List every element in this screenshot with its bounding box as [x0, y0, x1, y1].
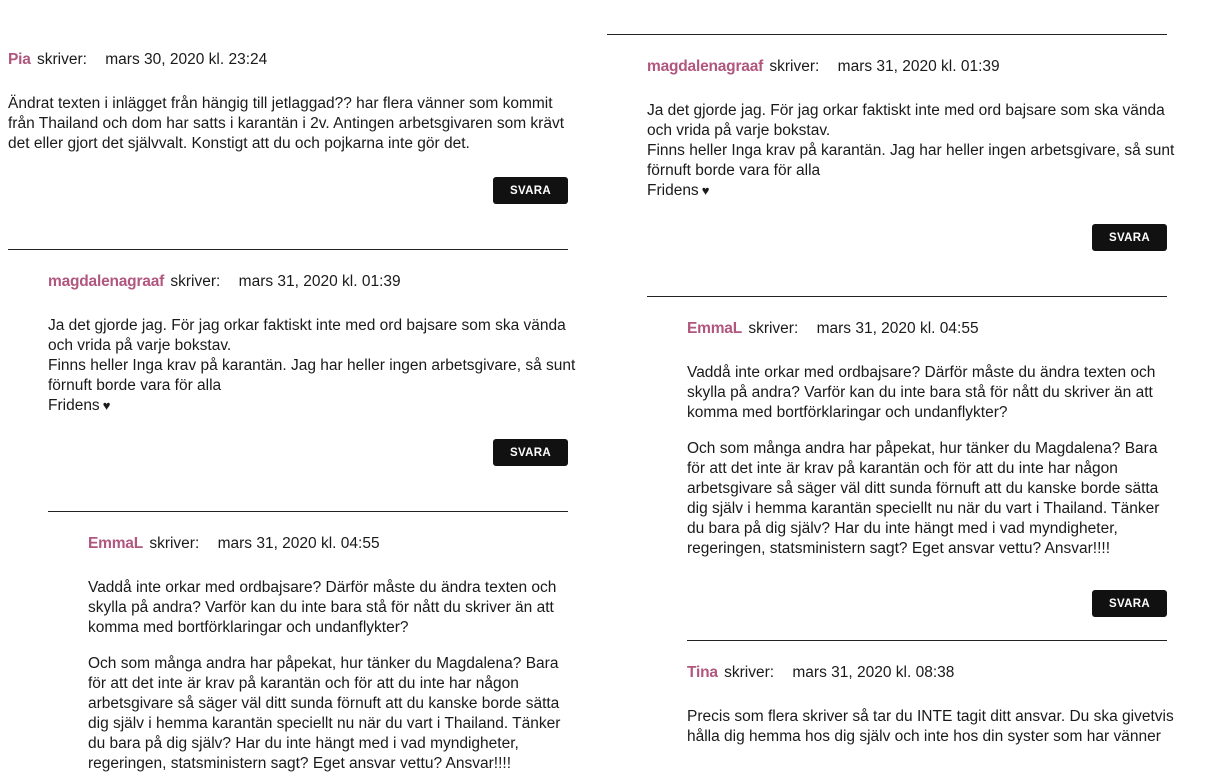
comment-line-text: Fridens: [647, 182, 699, 199]
comment-line: för att det inte är krav på karantän och för att du inte har någon: [88, 675, 519, 692]
comment-line: och vrida på varje bokstav.: [48, 337, 232, 354]
comment-divider: [8, 249, 568, 250]
comment-meta: [687, 663, 1167, 683]
comment-body: [88, 578, 568, 774]
comment-paragraph: [88, 654, 568, 774]
comment-line: komma med bortförklaringar och undanflykter?: [88, 619, 409, 636]
reply-button[interactable]: SVARA: [493, 177, 568, 204]
comment-line: dig själv i hemma karantän speciellt nu när du vart i Thailand. Tänker: [687, 500, 1160, 517]
comment-meta: [88, 534, 568, 554]
comment-line: [48, 396, 568, 416]
comment-divider: [647, 296, 1167, 297]
comment-magdalenagraaf: [48, 272, 576, 459]
comment-author[interactable]: magdalenagraaf: [48, 273, 165, 290]
comment-line: dig själv i hemma karantän speciellt nu när du vart i Thailand. Tänker: [88, 715, 561, 732]
comment-magdalenagraaf: [647, 57, 1175, 244]
comment-meta: [647, 57, 1167, 77]
comment-author[interactable]: EmmaL: [687, 320, 742, 337]
writes-label: skriver:: [769, 58, 820, 75]
comment-body: [8, 94, 568, 154]
comment-date[interactable]: mars 31, 2020 kl. 04:55: [217, 535, 380, 552]
comment-line: Precis som flera skriver så tar du INTE tagit ditt ansvar. Du ska givetvis: [687, 708, 1174, 725]
comment-meta: [8, 50, 568, 70]
comment-divider: [687, 640, 1167, 641]
comment-date[interactable]: mars 31, 2020 kl. 01:39: [837, 58, 1000, 75]
comment-author[interactable]: Tina: [687, 664, 718, 681]
comment-line: regeringen, statsministern sagt? Eget ansvar vettu? Ansvar!!!!: [88, 755, 512, 772]
comment-line: förnuft borde vara för alla: [647, 162, 821, 179]
comment-divider: [607, 34, 1167, 35]
comment-paragraph: [687, 439, 1167, 559]
comment-line: regeringen, statsministern sagt? Eget ansvar vettu? Ansvar!!!!: [687, 540, 1111, 557]
comment-line: förnuft borde vara för alla: [48, 377, 222, 394]
comment-date[interactable]: mars 31, 2020 kl. 08:38: [792, 664, 955, 681]
comment-line: Vaddå inte orkar med ordbajsare? Därför måste du ändra texten och: [687, 364, 1156, 381]
comment-divider: [48, 511, 568, 512]
comment-line: skylla på andra? Varför kan du inte bara stå för nått du skriver än att: [88, 599, 554, 616]
comment-line: och vrida på varje bokstav.: [647, 122, 831, 139]
comment-emmal: [687, 319, 1167, 610]
comment-line: det eller gjort det självvalt. Konstigt att du och pojkarna inte gör det.: [8, 135, 470, 152]
comment-line: komma med bortförklaringar och undanflykter?: [687, 404, 1008, 421]
comment-tina: [687, 663, 1174, 747]
comment-line: Ja det gjorde jag. För jag orkar faktiskt inte med ord bajsare som ska vända: [647, 102, 1165, 119]
comment-line: skylla på andra? Varför kan du inte bara stå för nått du skriver än att: [687, 384, 1153, 401]
comment-paragraph: [88, 578, 568, 638]
reply-button[interactable]: SVARA: [1092, 590, 1167, 617]
comment-line: du bara på dig själv? Har du inte hängt med i vad myndigheter,: [687, 520, 1118, 537]
comment-meta: [48, 272, 568, 292]
comment-author[interactable]: magdalenagraaf: [647, 58, 764, 75]
comment-line: för att det inte är krav på karantän och för att du inte har någon: [687, 460, 1118, 477]
writes-label: skriver:: [724, 664, 775, 681]
writes-label: skriver:: [149, 535, 200, 552]
comment-date[interactable]: mars 31, 2020 kl. 04:55: [816, 320, 979, 337]
comment-emmal: [88, 534, 568, 774]
reply-button[interactable]: SVARA: [1092, 224, 1167, 251]
comment-paragraph: [687, 363, 1167, 423]
writes-label: skriver:: [36, 51, 87, 68]
comment-author[interactable]: Pia: [8, 51, 31, 68]
heart-icon: ♥: [102, 398, 111, 413]
comment-line: arbetsgivare så säger väl ditt sunda förnuft att du kanske borde sätta: [88, 695, 560, 712]
comment-body: [687, 363, 1167, 559]
comment-body: [48, 316, 576, 416]
comment-line: Vaddå inte orkar med ordbajsare? Därför måste du ändra texten och: [88, 579, 557, 596]
comment-line: Och som många andra har påpekat, hur tänker du Magdalena? Bara: [687, 440, 1158, 457]
comment-line: Och som många andra har påpekat, hur tänker du Magdalena? Bara: [88, 655, 559, 672]
writes-label: skriver:: [748, 320, 799, 337]
comment-line: Ändrat texten i inlägget från hängig till jetlaggad?? har flera vänner som kommit: [8, 95, 553, 112]
comment-line: från Thailand och dom har satts i karantän i 2v. Antingen arbetsgivaren som krävt: [8, 115, 565, 132]
comment-date[interactable]: mars 31, 2020 kl. 01:39: [238, 273, 401, 290]
comment-line: [647, 181, 1167, 201]
comment-line-text: Fridens: [48, 397, 100, 414]
comment-date[interactable]: mars 30, 2020 kl. 23:24: [105, 51, 268, 68]
comment-line: arbetsgivare så säger väl ditt sunda förnuft att du kanske borde sätta: [687, 480, 1159, 497]
comment-line: Finns heller Inga krav på karantän. Jag har heller ingen arbetsgivare, så sunt: [48, 357, 576, 374]
reply-button[interactable]: SVARA: [493, 439, 568, 466]
comment-body: [687, 707, 1174, 747]
comment-meta: [687, 319, 1167, 339]
comment-pia: [8, 50, 568, 197]
comment-line: Finns heller Inga krav på karantän. Jag har heller ingen arbetsgivare, så sunt: [647, 142, 1175, 159]
comment-line: Ja det gjorde jag. För jag orkar faktiskt inte med ord bajsare som ska vända: [48, 317, 566, 334]
comment-body: [647, 101, 1175, 201]
comment-line: du bara på dig själv? Har du inte hängt med i vad myndigheter,: [88, 735, 519, 752]
writes-label: skriver:: [170, 273, 221, 290]
comment-line: hålla dig hemma hos dig själv och inte hos din syster som har vänner: [687, 728, 1161, 745]
heart-icon: ♥: [701, 183, 710, 198]
comment-author[interactable]: EmmaL: [88, 535, 143, 552]
